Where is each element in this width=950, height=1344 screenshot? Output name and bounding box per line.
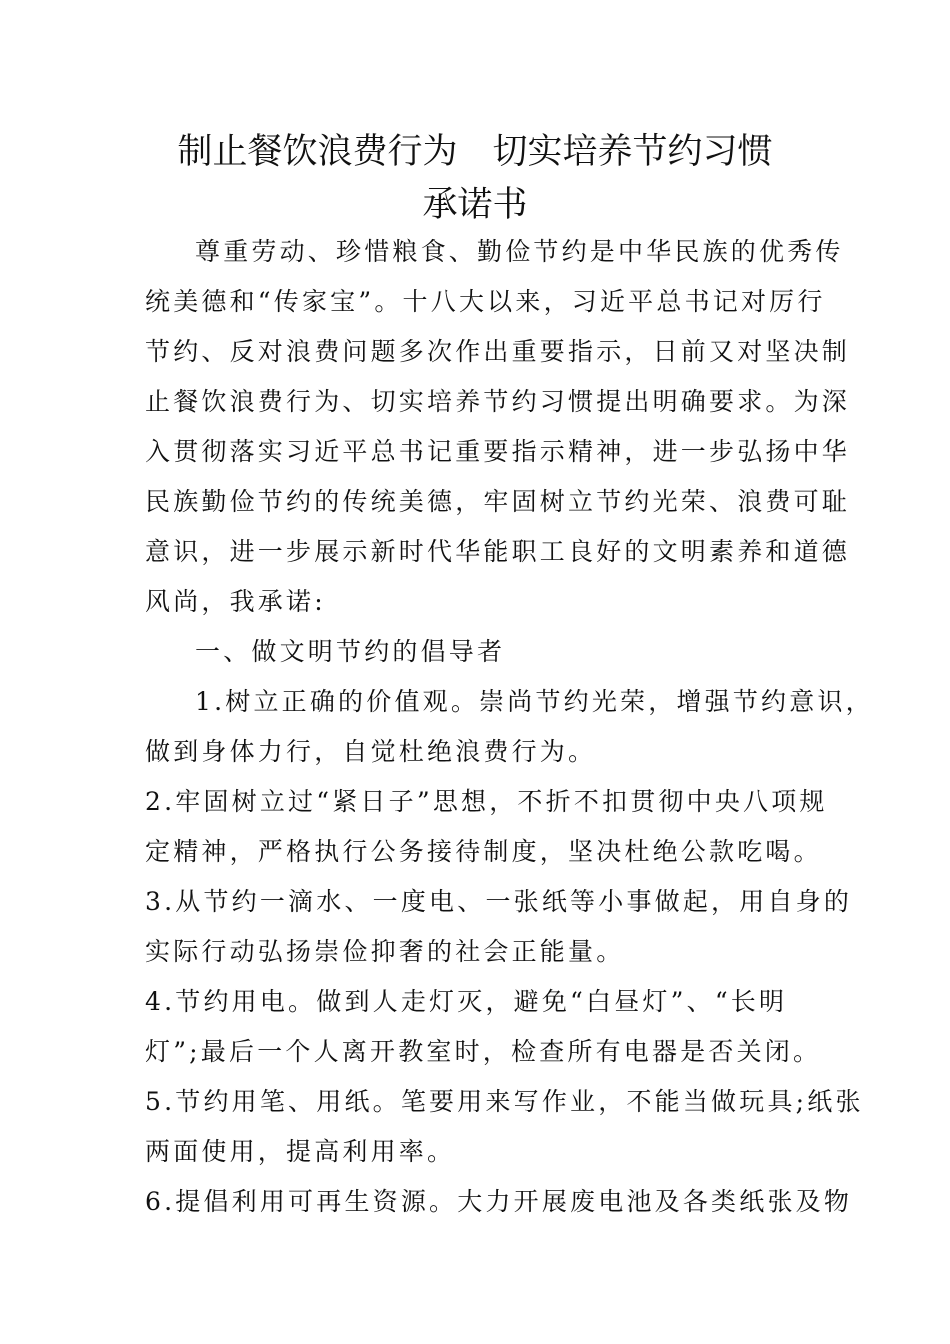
body-line: 统美德和“传家宝”。十八大以来，习近平总书记对厉行 (145, 287, 826, 316)
list-item: 定精神，严格执行公务接待制度，坚决杜绝公款吃喝。 (145, 837, 822, 866)
body-line: 风尚，我承诺: (145, 587, 326, 616)
list-item: 灯”;最后一个人离开教室时，检查所有电器是否关闭。 (145, 1037, 822, 1066)
document-title-line-2: 承诺书 (422, 185, 528, 225)
body-line: 意识，进一步展示新时代华能职工良好的文明素养和道德 (145, 537, 851, 566)
list-item: 两面使用，提高利用率。 (145, 1137, 456, 1166)
document-title-line-1: 制止餐饮浪费行为 切实培养节约习惯 (177, 132, 773, 172)
section-heading: 一、做文明节约的倡导者 (195, 637, 506, 666)
list-item: 实际行动弘扬崇俭抑奢的社会正能量。 (145, 937, 625, 966)
body-line: 入贯彻落实习近平总书记重要指示精神，进一步弘扬中华 (145, 437, 851, 466)
body-line: 止餐饮浪费行为、切实培养节约习惯提出明确要求。为深 (145, 387, 851, 416)
list-item: 做到身体力行，自觉杜绝浪费行为。 (145, 737, 597, 766)
body-line: 尊重劳动、珍惜粮食、勤俭节约是中华民族的优秀传 (195, 237, 844, 266)
body-line: 民族勤俭节约的传统美德，牢固树立节约光荣、浪费可耻 (145, 487, 851, 516)
list-item: 1.树立正确的价值观。崇尚节约光荣，增强节约意识， (195, 687, 874, 716)
list-item: 5.节约用笔、用纸。笔要用来写作业，不能当做玩具;纸张 (145, 1087, 864, 1116)
list-item: 2.牢固树立过“紧日子”思想，不折不扣贯彻中央八项规 (145, 787, 828, 816)
list-item: 4.节约用电。做到人走灯灭，避免“白昼灯”、“长明 (145, 987, 788, 1016)
list-item: 6.提倡利用可再生资源。大力开展废电池及各类纸张及物 (145, 1187, 853, 1216)
list-item: 3.从节约一滴水、一度电、一张纸等小事做起，用自身的 (145, 887, 853, 916)
body-line: 节约、反对浪费问题多次作出重要指示，日前又对坚决制 (145, 337, 851, 366)
